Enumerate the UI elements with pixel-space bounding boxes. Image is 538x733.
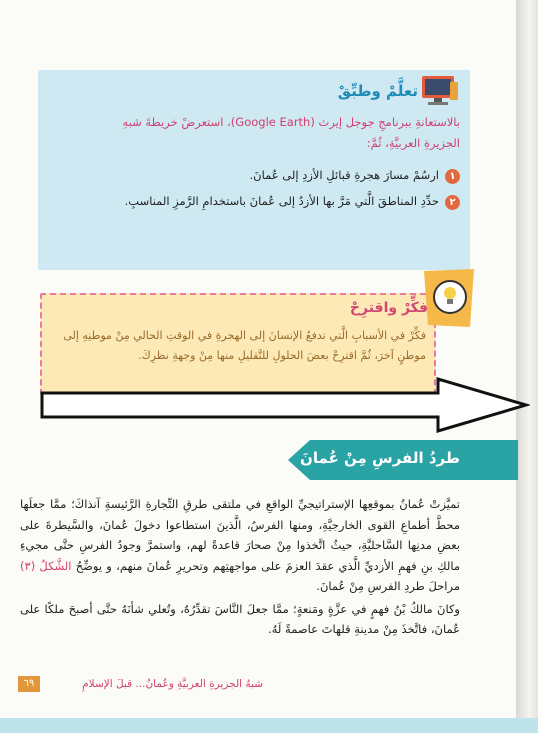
body-text [20, 494, 460, 642]
step-number-badge: ١ [445, 169, 460, 184]
step-text: ارسُمْ مسارَ هجرةِ قبائلِ الأزدِ إلى عُمانَ. [249, 168, 439, 182]
figure-reference: الشَّكلُ (٣) [20, 558, 72, 573]
learn-apply-intro: بالاستعانةِ ببرنامجِ جوجل إيرث (Google Earth)، استعرضْ خريطةَ شبهِ الجزيرةِ العربيَّةِ، ثُمَّ: [122, 115, 460, 150]
learn-step-2 [110, 190, 460, 212]
think-suggest-text: فكِّرْ في الأسبابِ الَّتي تدفعُ الإنسانَ إلى الهجرةِ في الوقتِ الحالي مِنْ موطنِهِ إلى موطنٍ آخرَ، ثُمَّ اقترِحْ بعضَ الحلولِ للتَّقليلِ منها مِنْ وجهةِ نظرِكَ. [63, 329, 426, 362]
step-number-badge: ٢ [445, 195, 460, 210]
right-arrow-icon [40, 375, 530, 435]
footer-bar [0, 718, 538, 733]
learn-apply-title: تعلَّمْ وطبِّقْ [337, 82, 418, 100]
monitor-icon [420, 72, 460, 106]
think-suggest-title: فكِّرْ واقترِحْ [349, 300, 428, 316]
section-title: طردُ الفرسِ مِنْ عُمانَ [300, 449, 460, 467]
lightbulb-head-icon [420, 265, 478, 331]
page-number: ٦٩ [18, 676, 40, 692]
learn-step-1 [110, 164, 460, 186]
footer-chapter-title: شبهُ الجزيرةِ العربيَّةِ وعُمانُ... قبلَ الإسلامِ [82, 678, 263, 690]
body-paragraph-2: وكانَ مالكُ بْنُ فهمٍ في عزَّةٍ ومَنعةٍ؛ ممَّا جعلَ النَّاسَ تقدِّرُهُ، وتُعلي شأنَهُ حتَّى أصبحَ ملكًا على عُمانَ، فاتَّخذَ مِنْ مدينةِ قلهاتَ عاصمةً لَهُ. [20, 601, 460, 636]
page-spine [516, 0, 538, 718]
body-paragraph-1: تميَّزتْ عُمانُ بموقعِها الإستراتيجيِّ الواقعِ في ملتقى طرقِ التِّجارةِ الرَّئيسةِ آنذاكَ؛ ممَّا جعلَها محطَّ أطماعِ القوى الخارجيَّةِ، ومنها الفرسُ، الَّذينَ استطاعوا دخولَ عُمانَ، والسَّيطرةَ على بعضِ مدنِها السَّاحليَّةِ، حيثُ اتَّخذوا مِنْ صحارَ قاعدةً لهم، واستمرَّ وجودُ الفرسِ حتَّى مجيءِ مالكِ بنِ فهمِ الأزديِّ الَّذي عقدَ العزمَ على مواجهتِهم وتحريرِ عُمانَ منهم، و يوضِّحُ الشَّكلُ (٣) مراحلَ طردِ الفرسِ مِنْ عُمانَ. [20, 497, 460, 593]
step-text: حدِّدِ المناطقَ الَّتي مَرَّ بها الأزدُ إلى عُمانَ باستخدامِ الرَّمزِ المناسبِ. [124, 194, 439, 208]
